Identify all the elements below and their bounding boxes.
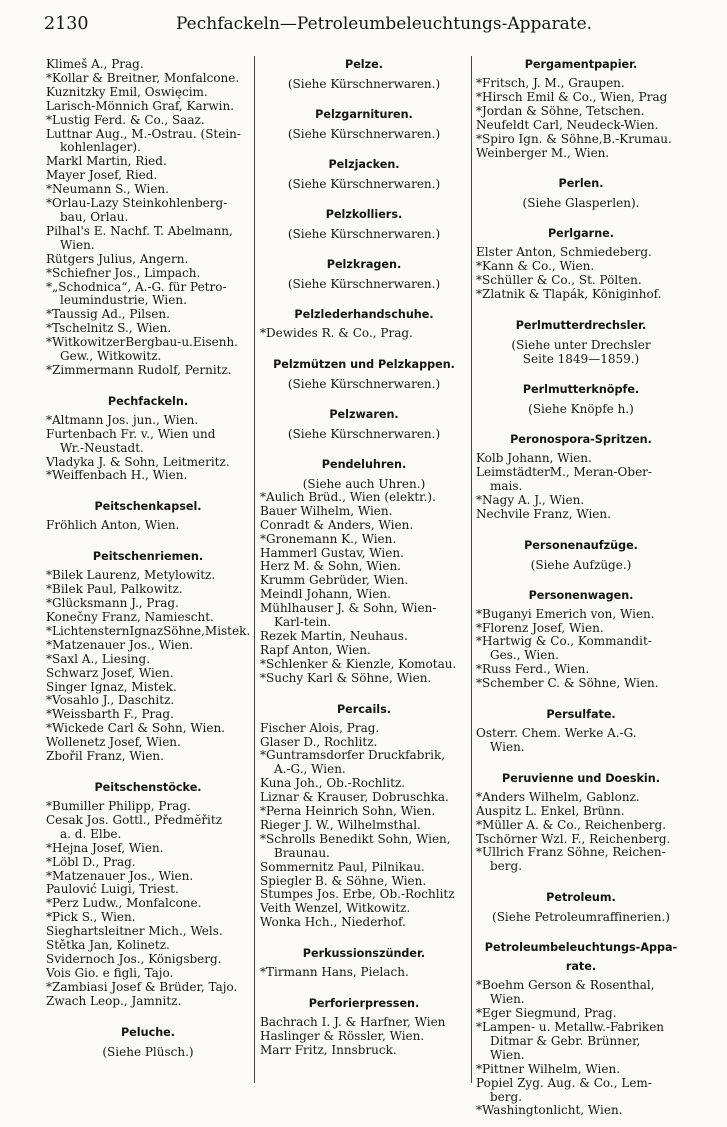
directory-entry: Meindl Johann, Wien. (260, 588, 391, 602)
entry-continuation: berg. (490, 1090, 523, 1104)
see-reference: (Siehe Plüsch.) (102, 1044, 194, 1059)
entry-continuation: kohlenlager). (60, 141, 141, 155)
directory-entry: *Bilek Paul, Palkowitz. (46, 583, 183, 597)
directory-entry: *Tirmann Hans, Pielach. (260, 966, 409, 980)
directory-entry: Fischer Alois, Prag. (260, 721, 380, 735)
directory-entry: Vladyka J. & Sohn, Leitmeritz. (46, 455, 230, 469)
section-heading: rate. (565, 960, 597, 974)
section-heading: Pelzkolliers. (325, 208, 403, 221)
see-reference: (Siehe unter Drechsler (511, 338, 651, 353)
directory-entry: Klimeš A., Prag. (46, 58, 144, 71)
directory-entry: *Hartwig & Co., Kommandit- (476, 635, 652, 649)
column-middle (260, 58, 468, 1115)
directory-entry: Vois Gio. e figli, Tajo. (46, 966, 174, 980)
directory-entry: Marr Fritz, Innsbruck. (260, 1043, 397, 1057)
directory-entry: *Bilek Laurenz, Metylowitz. (46, 569, 216, 583)
directory-entry: *Spiro Ign. & Söhne,B.-Krumau. (476, 132, 672, 146)
directory-entry: Sieghartsleitner Mich., Wels. (46, 925, 223, 939)
directory-entry: *Schember C. & Söhne, Wien. (476, 677, 659, 691)
directory-entry: Sommernitz Paul, Pilnikau. (260, 860, 425, 874)
directory-entry: Singer Ignaz, Mistek. (46, 680, 177, 694)
section-heading: Perlen. (558, 177, 604, 191)
directory-entry: *Schrolls Benedikt Sohn, Wien, (260, 832, 451, 846)
directory-entry: Österr. Chem. Werke A.-G. (476, 727, 637, 741)
directory-entry: Luttnar Aug., M.-Ostrau. (Stein- (46, 127, 241, 141)
directory-entry: Conradt & Anders, Wien. (260, 518, 414, 532)
section-heading: Peitschenkapsel. (94, 500, 202, 514)
section-heading: Perlmutterdrechsler. (515, 319, 647, 333)
entry-continuation: A.-G., Wien. (274, 763, 346, 777)
directory-entry: *Tschelnitz S., Wien. (46, 322, 172, 336)
directory-entry: Paulović Luigi, Triest. (46, 883, 179, 897)
directory-entry: *Perna Heinrich Sohn, Wien. (260, 805, 436, 819)
see-reference: (Siehe Kürschnerwaren.) (287, 277, 441, 291)
directory-entry: *Müller A. & Co., Reichenberg. (476, 818, 667, 832)
directory-entry: *Löbl D., Prag. (46, 855, 136, 869)
directory-entry: Auspitz L. Enkel, Brünn. (476, 804, 625, 818)
entry-continuation: Ges., Wien. (490, 649, 559, 663)
see-reference: (Siehe Aufzüge.) (530, 557, 632, 572)
see-reference: (Siehe Kürschnerwaren.) (287, 77, 441, 91)
directory-entry: Popiel Zyg. Aug. & Co., Lem- (476, 1076, 652, 1090)
directory-entry: Herz M. & Sohn, Wien. (260, 560, 401, 574)
section-heading: Peitschenstöcke. (94, 780, 202, 794)
directory-entry: Spiegler B. & Söhne, Wien. (260, 874, 427, 888)
directory-entry: *Hejna Josef, Wien. (46, 841, 164, 855)
section-heading: Pergamentpapier. (524, 58, 638, 71)
directory-entry: Zbořil Franz, Wien. (46, 750, 164, 764)
directory-entry: Liznar & Krauser, Dobruschka. (260, 791, 449, 805)
directory-entry: Kuznitzky Emil, Oswięcim. (46, 85, 208, 99)
section-heading: Peitschenriemen. (92, 550, 204, 564)
directory-entry: *WitkowitzerBergbau-u.Eisenh. (46, 336, 238, 350)
section-heading: Personenwagen. (528, 588, 634, 602)
section-heading: Pelzlederhandschuhe. (294, 308, 434, 321)
directory-entry: *Zambiasi Josef & Brüder, Tajo. (46, 980, 238, 994)
directory-entry: *Washingtonlicht, Wien. (476, 1104, 623, 1118)
directory-entry: *Hirsch Emil & Co., Wien, Prag (476, 90, 668, 104)
directory-entry: Švidernoch Jos., Königsberg. (46, 952, 222, 966)
entry-continuation: Braunau. (274, 846, 330, 860)
directory-entry: *Taussig Ad., Pilsen. (46, 308, 170, 322)
directory-entry: *Schüller & Co., St. Pölten. (476, 274, 642, 288)
directory-entry: *Fritsch, J. M., Graupen. (476, 77, 625, 90)
directory-entry: *Wickede Carl & Sohn, Wien. (46, 722, 226, 736)
directory-entry: *Guntramsdorfer Druckfabrik, (260, 749, 446, 763)
section-heading: Petroleumbeleuchtungs-Appa- (484, 941, 678, 955)
directory-entry: Markl Martin, Ried. (46, 155, 167, 169)
directory-entry: *„Schodnica“, A.-G. für Petro- (46, 280, 227, 294)
directory-entry: *Pick S., Wien. (46, 911, 136, 925)
entry-continuation: berg. (490, 860, 523, 874)
section-heading: Pelzkragen. (326, 258, 402, 271)
see-reference: (Siehe auch Uhren.) (302, 476, 426, 491)
directory-entry: *Russ Ferd., Wien. (476, 663, 590, 677)
section-heading: Perlgarne. (547, 227, 615, 241)
directory-entry: *Matzenauer Jos., Wien. (46, 638, 194, 652)
section-heading: Percails. (336, 702, 392, 716)
column-left (46, 58, 250, 1115)
section-heading: Pelzjacken. (328, 158, 400, 171)
column-right (476, 58, 686, 1118)
directory-entry: Krumm Gebrüder, Wien. (260, 574, 409, 588)
entry-continuation: Karl-tein. (274, 616, 332, 630)
directory-entry: *Zimmermann Rudolf, Pernitz. (46, 363, 232, 377)
directory-entry: Štětka Jan, Kolinetz. (46, 939, 170, 953)
directory-entry: Elster Anton, Schmiedeberg. (476, 246, 652, 260)
directory-entry: Konečny Franz, Namiescht. (46, 611, 214, 624)
directory-entry: Wollenetz Josef, Wien. (46, 736, 181, 750)
column-divider (471, 56, 472, 1083)
directory-entry: Nechvile Franz, Wien. (476, 507, 611, 521)
directory-entry: *Altmann Jos. jun., Wien. (46, 413, 199, 427)
directory-entry: *Weiffenbach H., Wien. (46, 469, 188, 483)
directory-entry: Kuna Joh., Ob.-Rochlitz. (260, 777, 406, 791)
directory-entry: *Lampen- u. Metallw.-Fabriken (476, 1021, 665, 1034)
directory-entry: Rapf Anton, Wien. (260, 643, 371, 657)
column-divider (254, 56, 255, 1083)
directory-entry: LeimstädterM., Meran-Ober- (476, 465, 652, 479)
see-reference: (Siehe Knöpfe h.) (528, 402, 634, 417)
directory-entry: Rütgers Julius, Angern. (46, 252, 189, 266)
section-heading: Perforierpressen. (308, 997, 420, 1011)
directory-entry: Bauer Wilhelm, Wien. (260, 504, 393, 518)
directory-entry: Cesak Jos. Gottl., Předmĕřitz (46, 813, 223, 827)
section-heading: Pelzgarnituren. (315, 108, 413, 121)
directory-entry: Hammerl Gustav, Wien. (260, 546, 404, 560)
directory-entry: *Glücksmann J., Prag. (46, 597, 179, 611)
see-reference: (Siehe Kürschnerwaren.) (287, 227, 441, 241)
directory-entry: Mühlhauser J. & Sohn, Wien- (260, 602, 437, 616)
section-heading: Pechfackeln. (107, 394, 189, 408)
section-heading: Persulfate. (546, 708, 616, 722)
section-heading: Peronospora-Spritzen. (510, 433, 652, 447)
entry-continuation: leumindustrie, Wien. (60, 294, 187, 308)
directory-entry: *Nagy A. J., Wien. (476, 493, 585, 507)
directory-entry: *LichtensternIgnazSöhne,Mistek. (46, 624, 250, 638)
page-title: Pechfackeln—Petroleumbeleuchtungs-Apparate. (176, 14, 593, 34)
entry-continuation: Wien. (490, 993, 525, 1007)
see-reference: (Siehe Kürschnerwaren.) (287, 127, 441, 141)
directory-entry: Weinberger M., Wien. (476, 146, 610, 160)
page-number: 2130 (44, 14, 89, 34)
directory-entry: *Lustig Ferd. & Co., Saaz. (46, 113, 205, 127)
directory-entry: *Suchy Karl & Söhne, Wien. (260, 671, 432, 685)
directory-entry: Kolb Johann, Wien. (476, 452, 592, 466)
directory-entry: Pilhal's E. Nachf. T. Abelmann, (46, 224, 233, 238)
entry-continuation: Gew., Witkowitz. (60, 350, 162, 364)
directory-entry: *Schlenker & Kienzle, Komotau. (260, 657, 457, 671)
directory-entry: Furtenbach Fr. v., Wien und (46, 427, 216, 441)
directory-entry: *Aulich Brüd., Wien (elektr.). (260, 490, 436, 504)
entry-continuation: Wien. (490, 1048, 525, 1062)
directory-entry: Zwach Leop., Jamnitz. (46, 994, 182, 1008)
directory-entry: Glaser D., Rochlitz. (260, 735, 378, 749)
see-reference: (Siehe Kürschnerwaren.) (287, 426, 441, 441)
entry-continuation: Wien. (60, 238, 95, 252)
section-heading: Pelzwaren. (329, 407, 399, 421)
directory-entry: *Buganyi Emerich von, Wien. (476, 607, 655, 621)
see-reference: (Siehe Kürschnerwaren.) (287, 177, 441, 191)
directory-entry: *Gronemann K., Wien. (260, 532, 397, 546)
directory-entry: *Bumiller Philipp, Prag. (46, 799, 191, 813)
page-header (0, 14, 727, 42)
section-heading: Perlmutterknöpfe. (522, 383, 640, 397)
directory-entry: *Jordan & Söhne, Tetschen. (476, 104, 645, 118)
see-reference: Seite 1849—1859.) (522, 352, 640, 367)
directory-entry: *Kann & Co., Wien. (476, 260, 595, 274)
directory-entry: Schwarz Josef, Wien. (46, 666, 174, 680)
see-reference: (Siehe Glasperlen). (522, 196, 640, 211)
directory-entry: *Neumann S., Wien. (46, 183, 169, 197)
directory-entry: *Dewides R. & Co., Prag. (260, 327, 413, 340)
section-heading: Petroleum. (546, 891, 616, 905)
entry-continuation: mais. (490, 479, 523, 493)
section-heading: Peluche. (120, 1025, 176, 1039)
entry-continuation: Wien. (490, 740, 525, 754)
directory-entry: *Kollar & Breitner, Monfalcone. (46, 71, 240, 85)
entry-continuation: bau, Orlau. (60, 210, 129, 224)
directory-entry: Rezek Martin, Neuhaus. (260, 629, 408, 643)
directory-entry: *Ullrich Franz Söhne, Reichen- (476, 846, 666, 860)
directory-entry: *Eger Siegmund, Prag. (476, 1007, 617, 1021)
entry-continuation: Ditmar & Gebr. Brünner, (490, 1034, 641, 1048)
entry-continuation: Wr.-Neustadt. (60, 441, 144, 455)
directory-entry: Neufeldt Carl, Neudeck-Wien. (476, 118, 659, 132)
directory-entry: Veith Wenzel, Witkowitz. (260, 902, 411, 916)
section-heading: Personenaufzüge. (524, 538, 638, 552)
directory-entry: *Pittner Wilhelm, Wien. (476, 1062, 621, 1076)
directory-entry: *Saxl A., Liesing. (46, 652, 151, 666)
directory-entry: *Orlau-Lazy Steinkohlenberg- (46, 197, 228, 211)
directory-entry: *Boehm Gerson & Rosenthal, (476, 979, 655, 993)
section-heading: Peruvienne und Doeskin. (502, 771, 660, 785)
directory-entry: *Anders Wilhelm, Gablonz. (476, 790, 640, 804)
directory-entry: *Perz Ludw., Monfalcone. (46, 897, 202, 911)
section-heading: Pelze. (345, 58, 383, 71)
directory-entry: Haslinger & Rössler, Wien. (260, 1030, 425, 1043)
directory-entry: *Schiefner Jos., Limpach. (46, 266, 201, 280)
directory-entry: Larisch-Mönnich Graf, Karwin. (46, 99, 235, 113)
directory-entry: Mayer Josef, Ried. (46, 169, 158, 183)
directory-entry: Rieger J. W., Wilhelmsthal. (260, 818, 421, 832)
directory-entry: *Matzenauer Jos., Wien. (46, 869, 194, 883)
directory-entry: Wonka Hch., Niederhof. (260, 916, 406, 930)
directory-entry: *Florenz Josef, Wien. (476, 621, 604, 635)
directory-entry: Bachrach I. J. & Harfner, Wien (260, 1016, 446, 1030)
entry-continuation: a. d. Elbe. (60, 827, 122, 841)
directory-entry: Stumpes Jos. Erbe, Ob.-Rochlitz (260, 888, 455, 902)
see-reference: (Siehe Petroleumraffinerien.) (492, 910, 670, 925)
section-heading: Pelzmützen und Pelzkappen. (273, 357, 455, 371)
section-heading: Pendeluhren. (321, 457, 407, 471)
directory-entry: *Weissbarth F., Prag. (46, 708, 174, 722)
section-heading: Perkussionszünder. (302, 947, 426, 961)
directory-entry: *Vosahlo J., Daschitz. (46, 694, 175, 708)
directory-entry: Fröhlich Anton, Wien. (46, 519, 180, 533)
directory-entry: *Zlatnik & Tlapák, Königinhof. (476, 288, 662, 302)
see-reference: (Siehe Kürschnerwaren.) (287, 376, 441, 391)
directory-entry: Tschörner Wzl. F., Reichenberg. (476, 832, 671, 846)
